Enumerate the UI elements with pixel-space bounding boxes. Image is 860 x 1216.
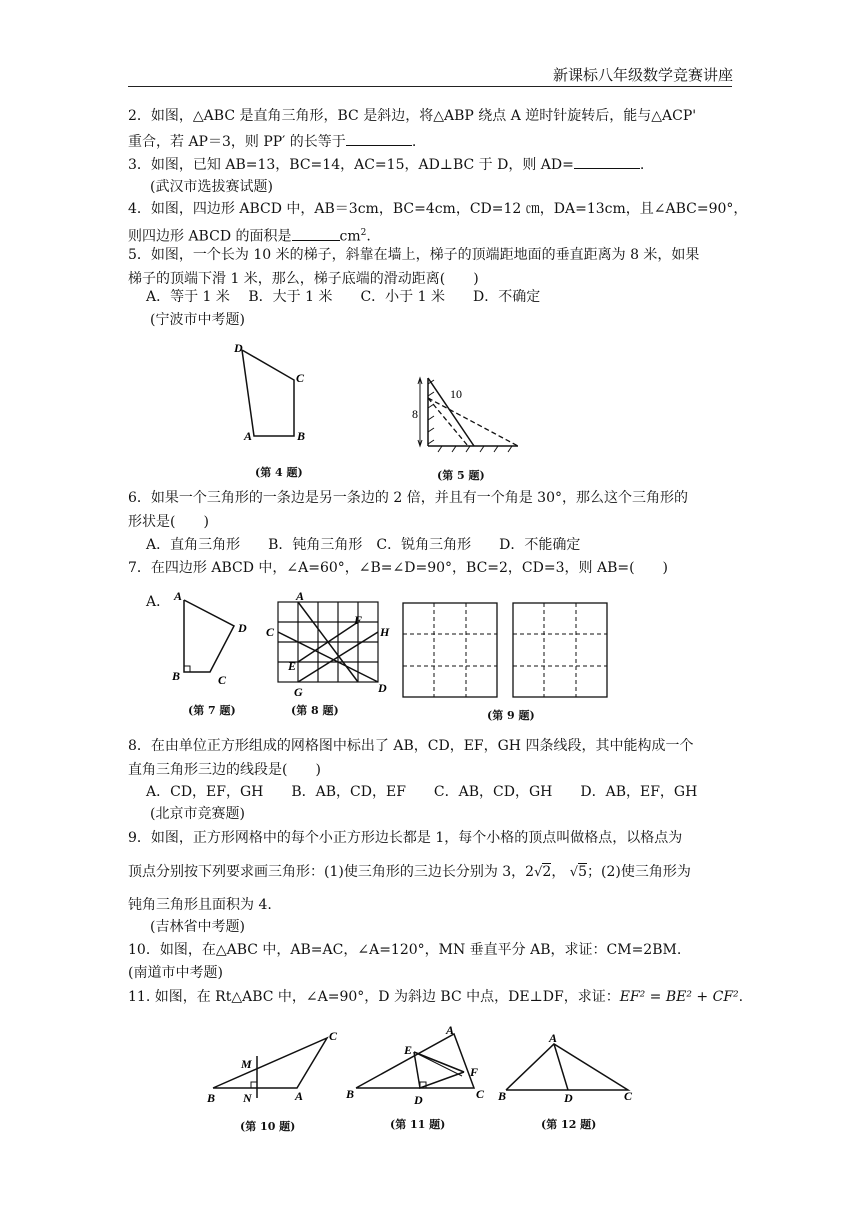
q3-source: (武汉市选拔赛试题) xyxy=(150,179,273,195)
q6-line2: 形状是( ) xyxy=(128,514,209,530)
q6-options: A．直角三角形 B．钝角三角形 C．锐角三角形 D．不能确定 xyxy=(146,537,581,553)
figure-5 xyxy=(412,376,524,452)
q8-line1: 8．在由单位正方形组成的网格图中标出了 AB，CD，EF，GH 四条线段，其中能构成一个 xyxy=(128,738,694,754)
answer-blank xyxy=(292,227,340,241)
page-header-title: 新课标八年级数学竞赛讲座 xyxy=(552,66,733,84)
fig12-label-D: D xyxy=(564,1091,573,1105)
q8-source: (北京市竞赛题) xyxy=(150,806,245,822)
q5-line1: 5．如图，一个长为 10 米的梯子，斜靠在墙上，梯子的顶端距地面的垂直距离为 8 米，如果 xyxy=(128,247,700,263)
q4-end: . xyxy=(366,228,371,245)
q8-line2: 直角三角形三边的线段是( ) xyxy=(128,762,321,778)
q8-options: A．CD，EF，GH B．AB，CD，EF C．AB，CD，GH D．AB，EF，GH xyxy=(146,784,698,800)
fig8-caption: (第 8 题) xyxy=(291,704,339,717)
fig11-caption: (第 11 题) xyxy=(390,1118,446,1131)
fig8-label-D: D xyxy=(378,681,387,695)
q5-options: A．等于 1 米 B．大于 1 米 C．小于 1 米 D．不确定 xyxy=(146,289,541,305)
fig4-label-D: D xyxy=(234,341,243,355)
fig5-label-len: 10 xyxy=(450,387,462,401)
header-rule xyxy=(128,86,732,87)
fig12-caption: (第 12 题) xyxy=(541,1118,597,1131)
fig11-label-B: B xyxy=(346,1087,355,1101)
fig11-label-F: F xyxy=(470,1065,479,1079)
q6-line1: 6．如果一个三角形的一条边是另一条边的 2 倍，并且有一个角是 30°，那么这个三角形的 xyxy=(128,490,688,506)
fig10-label-A: A xyxy=(295,1089,304,1103)
figure-12 xyxy=(496,1032,646,1104)
figure-7 xyxy=(170,588,250,688)
fig11-label-A: A xyxy=(446,1023,455,1037)
q7-option-a: A． xyxy=(146,594,171,610)
q3-text: 3．如图，已知 AB=13，BC=14，AC=15，AD⊥BC 于 D，则 AD= xyxy=(128,157,574,173)
fig12-label-B: B xyxy=(498,1089,507,1103)
q2-line1: 2．如图，△ABC 是直角三角形，BC 是斜边，将△ABP 绕点 A 逆时针旋转后，能与△ACP' xyxy=(128,108,697,124)
fig4-caption: (第 4 题) xyxy=(255,466,303,479)
q2-text: 重合，若 AP＝3，则 PP′ 的长等于 xyxy=(128,134,346,150)
fig7-label-A: A xyxy=(174,589,183,603)
fig8-label-C: C xyxy=(266,625,275,639)
fig11-label-D: D xyxy=(414,1093,423,1107)
fig8-label-G: G xyxy=(294,685,303,699)
q11-formula: EF² = BE² + CF² xyxy=(619,989,739,1005)
fig10-label-B: B xyxy=(207,1091,216,1105)
fig5-label-height: 8 xyxy=(412,407,418,421)
q9-line3: 钝角三角形且面积为 4. xyxy=(128,897,272,913)
fig10-label-C: C xyxy=(329,1029,338,1043)
fig11-label-E: E xyxy=(404,1043,413,1057)
fig4-label-C: C xyxy=(296,371,305,385)
fig7-label-D: D xyxy=(238,621,247,635)
fig4-label-B: B xyxy=(297,429,306,443)
fig9-caption: (第 9 题) xyxy=(487,709,535,722)
q11-line1 xyxy=(128,988,743,1006)
q10-line1: 10．如图，在△ABC 中，AB=AC，∠A=120°，MN 垂直平分 AB，求证：CM=2BM. xyxy=(128,942,682,958)
q2-line2 xyxy=(128,132,416,151)
q9-text-a: 顶点分别按下列要求画三角形：(1)使三角形的三边长分别为 3，2 xyxy=(128,864,535,880)
fig10-caption: (第 10 题) xyxy=(240,1120,296,1133)
q11-end: . xyxy=(738,989,744,1005)
figure-9 xyxy=(403,603,611,699)
q4-text: 则四边形 ABCD 的面积是 xyxy=(128,228,292,245)
q2-end: . xyxy=(411,134,417,150)
q9-sqrt-a: 2 xyxy=(542,864,552,880)
q5-source: (宁波市中考题) xyxy=(150,312,245,328)
fig8-label-F: F xyxy=(354,613,363,627)
q4-line1: 4．如图，四边形 ABCD 中，AB＝3cm，BC=4cm，CD=12 ㎝，DA=13cm，且∠ABC=90°， xyxy=(128,201,748,217)
q3-line1 xyxy=(128,155,644,174)
answer-blank xyxy=(346,132,412,146)
figure-10 xyxy=(205,1026,345,1106)
q10-source: (南道市中考题) xyxy=(128,965,223,981)
answer-blank xyxy=(574,155,640,169)
fig5-caption: (第 5 题) xyxy=(437,469,485,482)
q9-source: (吉林省中考题) xyxy=(150,919,245,935)
fig4-label-A: A xyxy=(244,429,253,443)
figure-4 xyxy=(232,340,322,450)
sqrt-symbol: √ xyxy=(534,865,543,880)
figure-11 xyxy=(344,1024,494,1112)
fig11-label-C: C xyxy=(476,1087,485,1101)
q3-end: . xyxy=(639,157,645,173)
fig7-label-C: C xyxy=(218,673,227,687)
fig8-label-E: E xyxy=(288,659,297,673)
fig12-label-C: C xyxy=(624,1089,633,1103)
q9-line2 xyxy=(128,863,691,882)
q5-line2: 梯子的顶端下滑 1 米，那么，梯子底端的滑动距离( ) xyxy=(128,271,479,287)
figure-8 xyxy=(262,589,398,700)
fig12-label-A: A xyxy=(549,1031,558,1045)
q7-line1: 7．在四边形 ABCD 中，∠A=60°，∠B=∠D=90°，BC=2，CD=3，则 AB=( ) xyxy=(128,560,669,576)
fig10-label-M: M xyxy=(241,1057,252,1071)
sqrt-symbol: √ xyxy=(569,865,579,880)
fig8-label-A: A xyxy=(296,589,305,603)
q9-sqrt-b: 5 xyxy=(578,864,587,880)
q11-text: 11. 如图，在 Rt△ABC 中，∠A=90°，D 为斜边 BC 中点，DE⊥DF，求证： xyxy=(128,989,620,1005)
fig7-caption: (第 7 题) xyxy=(188,704,236,717)
q9-text-b: ， xyxy=(551,864,566,880)
q9-line1: 9．如图，正方形网格中的每个小正方形边长都是 1，每个小格的顶点叫做格点，以格点为 xyxy=(128,830,683,846)
fig10-label-N: N xyxy=(243,1091,252,1105)
fig8-label-H: H xyxy=(380,625,390,639)
q4-line2 xyxy=(128,224,371,246)
q9-text-c: ；(2)使三角形为 xyxy=(587,864,691,880)
q4-unit: cm xyxy=(339,228,361,245)
fig7-label-B: B xyxy=(172,669,181,683)
q4-unit-sup: 2 xyxy=(360,228,367,238)
